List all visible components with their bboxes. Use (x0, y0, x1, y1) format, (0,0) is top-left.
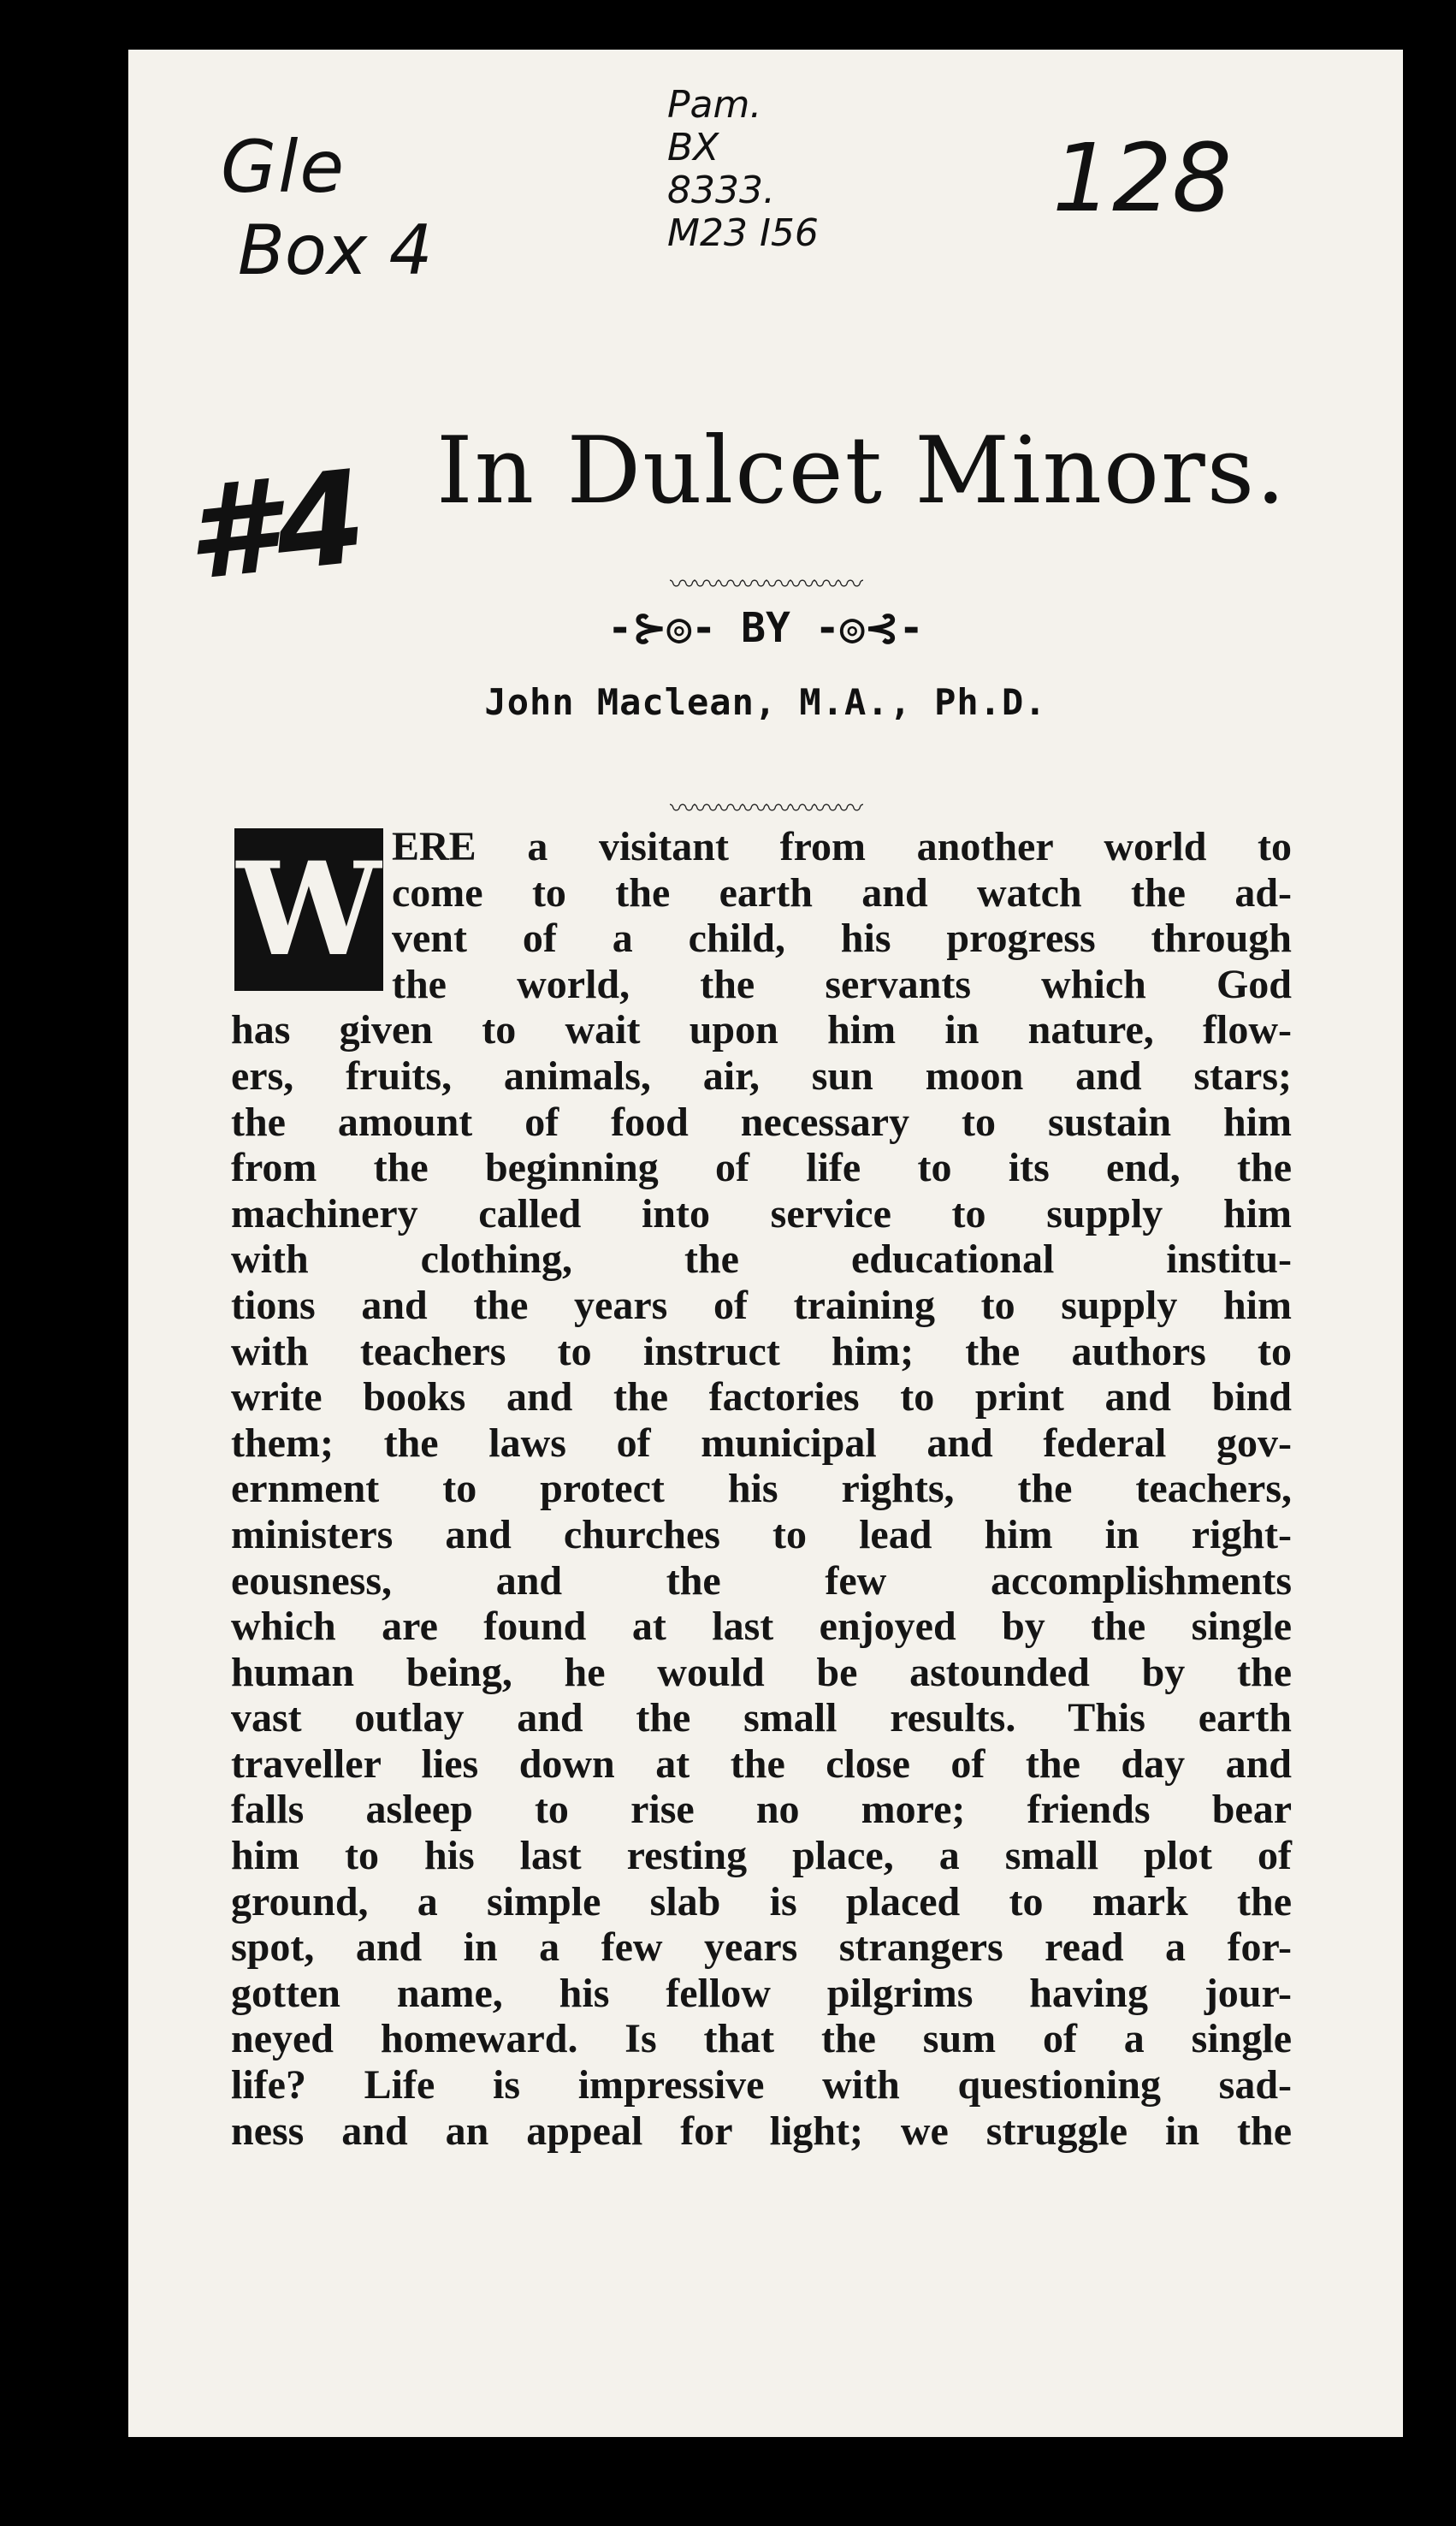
ornament-divider: 〰〰〰〰〰〰〰〰 (670, 794, 861, 824)
handwritten-item-mark: #4 (179, 442, 373, 610)
text-line: write books and the factories to print and bind (231, 1374, 1292, 1420)
text-line: him to his last resting place, a small plot of (231, 1833, 1292, 1879)
text-line: human being, he would be astounded by the (231, 1649, 1292, 1695)
handwritten-shelf-mark: Gle (221, 125, 346, 209)
ornament-divider: 〰〰〰〰〰〰〰〰 (670, 570, 861, 600)
text-line: them; the laws of municipal and federal gov- (231, 1420, 1292, 1466)
text-line: ers, fruits, animals, air, sun moon and stars; (231, 1052, 1292, 1099)
text-line: with teachers to instruct him; the authors to (231, 1328, 1292, 1374)
drop-cap: W (234, 828, 383, 991)
handwritten-box-number: Box 4 (238, 210, 433, 290)
call-number-line: M23 I56 (667, 211, 819, 255)
body-paragraph (231, 824, 1292, 2154)
text-line: ERE a visitant from another world to (392, 824, 1292, 869)
text-line: vast outlay and the small results. This earth (231, 1695, 1292, 1741)
text-line: machinery called into service to supply him (231, 1190, 1292, 1236)
call-number-line: Pam. (667, 83, 762, 127)
text-line: tions and the years of training to supply him (231, 1282, 1292, 1328)
text-line: gotten name, his fellow pilgrims having jour- (231, 1970, 1292, 2016)
handwritten-call-number (667, 84, 819, 255)
text-line: has given to wait upon him in nature, flow- (231, 1007, 1292, 1053)
text-line: spot, and in a few years strangers read a for- (231, 1924, 1292, 1971)
byline: -⊱◎- BY -◎⊰- (607, 604, 924, 652)
page-title: In Dulcet Minors. (436, 418, 1287, 525)
text-line: traveller lies down at the close of the day and (231, 1740, 1292, 1787)
text-line: ground, a simple slab is placed to mark the (231, 1878, 1292, 1924)
text-line: with clothing, the educational institu- (231, 1236, 1292, 1283)
text-line: falls asleep to rise no more; friends bear (231, 1787, 1292, 1833)
text-line: eousness, and the few accomplishments (231, 1557, 1292, 1604)
text-line: come to the earth and watch the ad- (392, 869, 1292, 916)
text-line: ministers and churches to lead him in right- (231, 1511, 1292, 1557)
text-line: from the beginning of life to its end, the (231, 1145, 1292, 1191)
text-line: vent of a child, his progress through (392, 916, 1292, 962)
text-line: neyed homeward. Is that the sum of a single (231, 2016, 1292, 2062)
document-page (128, 50, 1403, 2437)
text-line: which are found at last enjoyed by the single (231, 1604, 1292, 1650)
text-line: the amount of food necessary to sustain him (231, 1099, 1292, 1145)
text-line: ernment to protect his rights, the teachers, (231, 1466, 1292, 1512)
byline-text: BY (741, 604, 790, 652)
text-line: life? Life is impressive with questioning sad- (231, 2062, 1292, 2108)
call-number-line: BX (667, 126, 719, 169)
text-line: the world, the servants which God (392, 961, 1292, 1007)
handwritten-page-number: 128 (1052, 123, 1232, 233)
text-line: ness and an appeal for light; we struggle in the (231, 2108, 1292, 2154)
call-number-line: 8333. (667, 169, 775, 212)
author-name: John Maclean, M.A., Ph.D. (484, 681, 1047, 723)
